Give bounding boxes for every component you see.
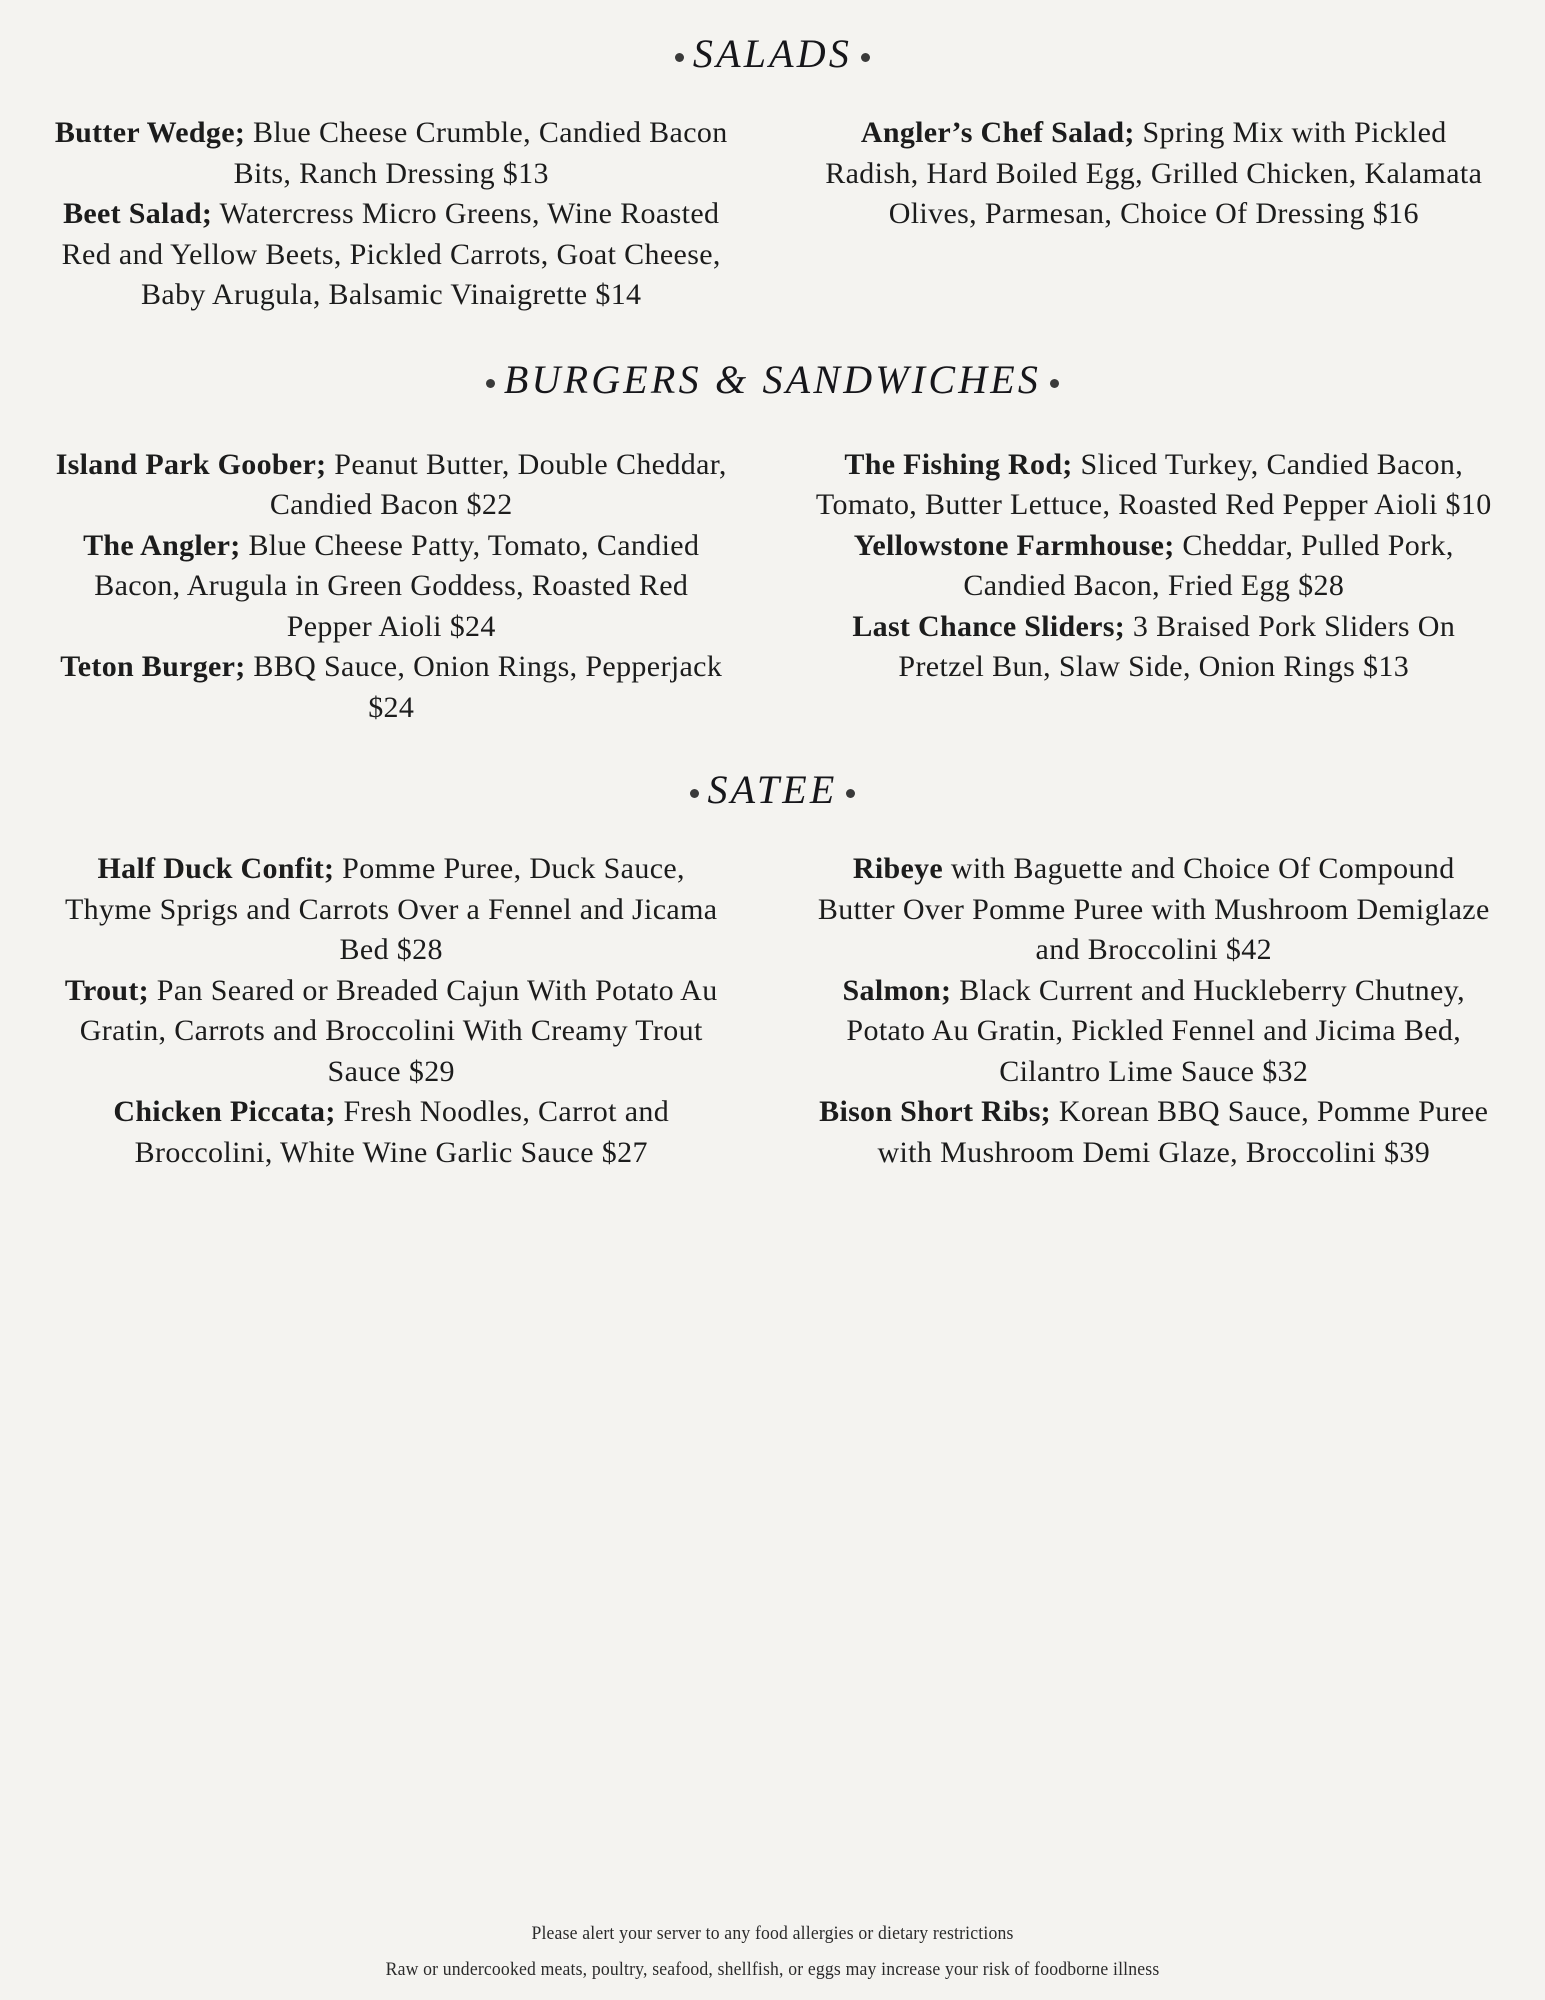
salads-left-column [52, 113, 736, 316]
footer-disclaimer [52, 1916, 1493, 2000]
menu-item-description: Korean BBQ Sauce, Pomme Puree with Mushroom Demi Glaze, Broccolini $39 [877, 1095, 1489, 1169]
bullet-dot-icon [486, 379, 495, 388]
allergy-notice-line: Please alert your server to any food allergies or dietary restrictions [531, 1922, 1014, 1944]
menu-item-name: Teton Burger; [60, 650, 246, 683]
section-heading-satee [52, 766, 1493, 813]
burgers-left-column [52, 445, 736, 729]
menu-item-name: Ribeye [852, 852, 944, 885]
menu-item-name: Island Park Goober; [55, 447, 327, 481]
menu-item [815, 607, 1493, 688]
burgers-columns [52, 445, 1493, 729]
menu-item [52, 647, 730, 728]
menu-item [52, 526, 730, 648]
menu-item [815, 1092, 1493, 1173]
burgers-right-column [809, 445, 1493, 688]
section-title-text: BURGERS & SANDWICHES [503, 356, 1042, 402]
menu-item [52, 849, 730, 971]
menu-item-name: Salmon; [842, 973, 952, 1007]
menu-item-description: Cheddar, Pulled Pork, Candied Bacon, Fried Egg $28 [963, 528, 1454, 602]
menu-item [815, 849, 1493, 971]
menu-item-description: Pomme Puree, Duck Sauce, Thyme Sprigs and Carrots Over a Fennel and Jicama Bed $28 [64, 852, 718, 966]
menu-item-name: Chicken Piccata; [113, 1095, 336, 1128]
menu-item-name: The Fishing Rod; [844, 447, 1073, 481]
menu-item-name: Half Duck Confit; [97, 852, 335, 885]
undercooked-notice-line: Raw or undercooked meats, poultry, seafood, shellfish, or eggs may increase your risk of foodborne illness [385, 1958, 1160, 1980]
menu-item-name: Trout; [64, 973, 149, 1007]
menu-item [52, 971, 730, 1093]
menu-item [815, 113, 1493, 235]
menu-item-description: Peanut Butter, Double Cheddar, Candied Bacon $22 [269, 447, 727, 521]
menu-item-description: 3 Braised Pork Sliders On Pretzel Bun, Slaw Side, Onion Rings $13 [898, 609, 1456, 683]
bullet-dot-icon [675, 53, 684, 62]
menu-item-description: Blue Cheese Patty, Tomato, Candied Bacon, Arugula in Green Goddess, Roasted Red Pepper Aioli $24 [94, 528, 700, 643]
menu-item [52, 194, 730, 316]
menu-item-description: Fresh Noodles, Carrot and Broccolini, White Wine Garlic Sauce $27 [134, 1095, 670, 1169]
section-heading-salads [52, 30, 1493, 77]
bullet-dot-icon [861, 53, 870, 62]
menu-item-description: Sliced Turkey, Candied Bacon, Tomato, Butter Lettuce, Roasted Red Pepper Aioli $10 [815, 447, 1492, 521]
menu-item-name: Last Chance Sliders; [852, 609, 1126, 643]
menu-item-description: BBQ Sauce, Onion Rings, Pepperjack $24 [245, 650, 723, 724]
section-title-text: SALADS [692, 31, 853, 76]
menu-item [52, 1092, 730, 1173]
menu-item-name: The Angler; [83, 528, 241, 562]
menu-item-name: Angler’s Chef Salad; [860, 116, 1135, 149]
salads-columns [52, 113, 1493, 316]
salads-right-column [809, 113, 1493, 235]
menu-item-name: Butter Wedge; [54, 116, 246, 149]
menu-item [815, 445, 1493, 526]
section-heading-burgers-sandwiches [52, 356, 1493, 403]
menu-item-name: Bison Short Ribs; [819, 1095, 1051, 1128]
menu-item-description: Watercress Micro Greens, Wine Roasted Red and Yellow Beets, Pickled Carrots, Goat Cheese, Baby Arugula, Balsamic Vinaigrette $14 [61, 197, 721, 311]
bullet-dot-icon [1050, 379, 1059, 388]
section-title-text: SATEE [707, 767, 838, 812]
menu-item-name: Yellowstone Farmhouse; [853, 528, 1175, 562]
menu-item [52, 113, 730, 194]
satee-right-column [809, 849, 1493, 1173]
menu-item-name: Beet Salad; [63, 197, 213, 230]
bullet-dot-icon [846, 789, 855, 798]
menu-item-description: Pan Seared or Breaded Cajun With Potato Au Gratin, Carrots and Broccolini With Creamy Trout Sauce $29 [79, 973, 718, 1088]
menu-item-description: Black Current and Huckleberry Chutney, Potato Au Gratin, Pickled Fennel and Jicima Bed, Cilantro Lime Sauce $32 [846, 973, 1465, 1088]
satee-left-column [52, 849, 736, 1173]
menu-item [52, 445, 730, 526]
menu-item-description: Blue Cheese Crumble, Candied Bacon Bits, Ranch Dressing $13 [233, 116, 728, 190]
menu-item [815, 971, 1493, 1093]
menu-item-description: Spring Mix with Pickled Radish, Hard Boiled Egg, Grilled Chicken, Kalamata Olives, Parmesan, Choice Of Dressing $16 [825, 116, 1483, 230]
satee-columns [52, 849, 1493, 1173]
bullet-dot-icon [690, 789, 699, 798]
menu-item [815, 526, 1493, 607]
menu-item-description: with Baguette and Choice Of Compound Butter Over Pomme Puree with Mushroom Demiglaze and Broccolini $42 [817, 852, 1490, 966]
